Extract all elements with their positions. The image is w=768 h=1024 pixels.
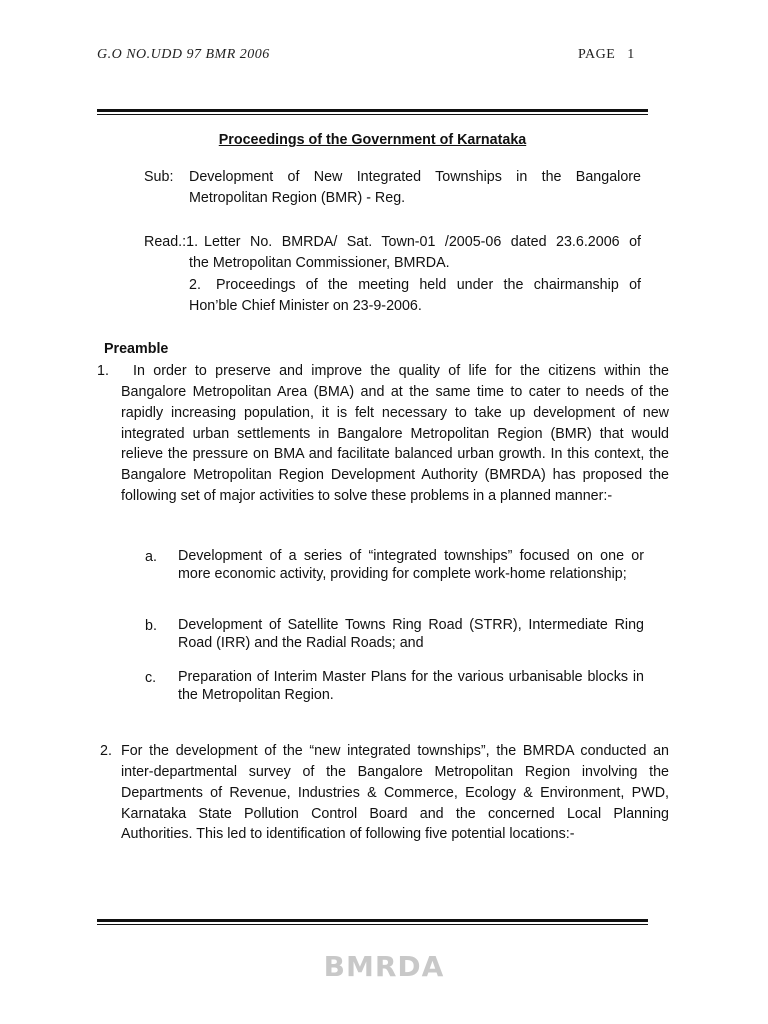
- page-indicator: [578, 47, 635, 63]
- read-item2-line2: Hon’ble Chief Minister on 23-9-2006.: [189, 298, 422, 314]
- subject-line-1: Development of New Integrated Townships in the Bangalore: [189, 169, 641, 185]
- para2-body: inter-departmental survey of the Bangalore Metropolitan Region involving the Departments of Revenue, Industries & Commerce, Ecology & Environment, PWD, Karnataka State Pollution Control Board and the concerned Local Planning Authorities. This led to identification of following five potential locations:-: [121, 764, 669, 843]
- read-item2-line1: Proceedings of the meeting held under the chairmanship of: [216, 277, 641, 293]
- item-b-label: b.: [145, 618, 157, 634]
- document-title: Proceedings of the Government of Karnataka: [218, 132, 527, 148]
- read-prefix: Read.:1.: [144, 234, 199, 250]
- para1-number: 1.: [97, 363, 109, 379]
- subject-line-2: Metropolitan Region (BMR) - Reg.: [189, 190, 406, 206]
- preamble-heading: Preamble: [104, 341, 169, 357]
- para2-first-line: For the development of the “new integrated townships”, the BMRDA conducted an: [121, 743, 669, 759]
- header-rule: [97, 109, 648, 112]
- read-item1-line1: Letter No. BMRDA/ Sat. Town-01 /2005-06 dated 23.6.2006 of: [204, 234, 641, 250]
- item-b-text: Development of Satellite Towns Ring Road (STRR), Intermediate Ring Road (IRR) and the Radial Roads; and: [178, 617, 644, 652]
- para1-body: Bangalore Metropolitan Area (BMA) and at the same time to cater to needs of the rapidly increasing population, it is felt necessary to take up development of new integrated urban settlements in Bangalore Metropolitan Region (BMR) that would relieve the pressure on BMA and facilitate balanced urban growth. In this context, the Bangalore Metropolitan Region Development Authority (BMRDA) has proposed the following set of major activities to solve these problems in a planned manner:-: [121, 384, 669, 504]
- read-item1-line2: the Metropolitan Commissioner, BMRDA.: [189, 255, 450, 271]
- item-a-label: a.: [145, 549, 157, 565]
- read-item2-number: 2.: [189, 277, 201, 293]
- subject-prefix: Sub:: [144, 169, 174, 185]
- footer-logo-text: BMRDA: [323, 950, 445, 983]
- para1-first-line: In order to preserve and improve the quality of life for the citizens within the: [133, 363, 669, 379]
- go-number: G.O NO.UDD 97 BMR 2006: [97, 47, 270, 62]
- page-number: 1: [627, 47, 635, 62]
- item-a-text: Development of a series of “integrated townships” focused on one or more economic activity, providing for complete work-home relationship;: [178, 548, 644, 583]
- item-c-text: Preparation of Interim Master Plans for the various urbanisable blocks in the Metropolitan Region.: [178, 669, 644, 704]
- footer-rule: [97, 919, 648, 922]
- item-c-label: c.: [145, 670, 157, 686]
- page-label: PAGE: [578, 47, 616, 62]
- para2-number: 2.: [100, 743, 112, 759]
